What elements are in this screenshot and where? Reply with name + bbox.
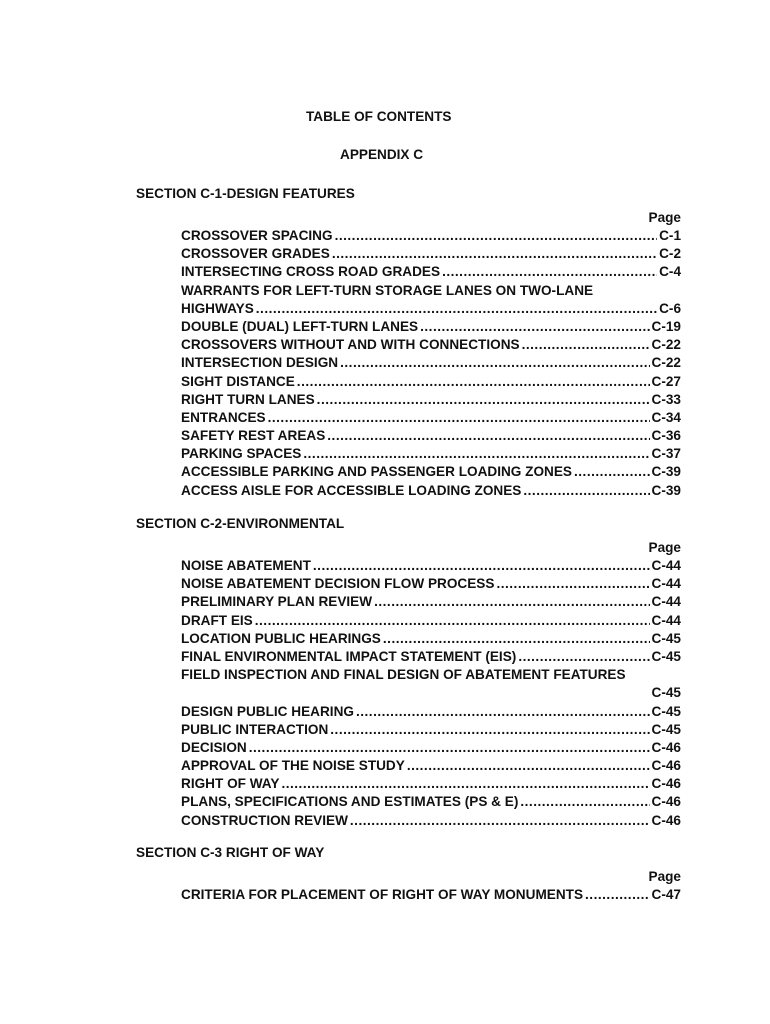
dot-leader [374,593,649,611]
document-title: TABLE OF CONTENTS [306,109,452,124]
toc-entry[interactable] [181,612,681,630]
toc-entry-label: NOISE ABATEMENT [181,558,311,573]
toc-entry[interactable] [181,648,681,666]
toc-entry[interactable] [181,409,681,427]
toc-entry-label: HIGHWAYS [181,300,254,316]
toc-entry[interactable] [181,593,681,611]
dot-leader [442,263,657,281]
toc-entry[interactable] [181,463,681,481]
toc-entry[interactable] [181,300,681,318]
toc-entry-label: LOCATION PUBLIC HEARINGS [181,630,381,646]
toc-entry-page: C-44 [651,558,681,573]
page-column-label: Page [648,869,681,884]
dot-leader [585,886,650,904]
toc-entry-label: ENTRANCES [181,409,266,425]
toc-entry[interactable] [181,703,681,721]
toc-entry-page: C-46 [651,739,681,755]
toc-entry-page: C-45 [651,685,681,701]
toc-entry-label: RIGHT TURN LANES [181,391,315,407]
toc-entry[interactable] [181,391,681,409]
toc-entry-label: PUBLIC INTERACTION [181,721,329,737]
toc-entry[interactable] [181,245,681,263]
toc-entry[interactable] [181,739,681,757]
toc-entry-page: C-45 [651,630,681,646]
toc-entry[interactable] [181,793,681,811]
toc-entry[interactable] [181,336,681,354]
dot-leader [313,557,650,575]
page-column-label: Page [648,210,681,225]
toc-entry-page: C-4 [659,264,681,280]
toc-entry-page: C-45 [651,721,681,737]
toc-entry[interactable] [181,812,681,830]
toc-entry-label: CRITERIA FOR PLACEMENT OF RIGHT OF WAY MONUMENTS [181,887,584,902]
toc-entry[interactable] [181,886,681,904]
dot-leader [340,354,649,372]
toc-entry[interactable] [181,721,681,739]
toc-entry-label: ACCESSIBLE PARKING AND PASSENGER LOADING ZONES [181,464,572,480]
toc-entry-page: C-46 [651,812,681,828]
toc-entry-page: C-45 [651,648,681,664]
toc-entry-page: C-19 [651,318,681,334]
toc-entry[interactable] [181,575,681,593]
dot-leader [268,409,650,427]
page-column-label: Page [648,540,681,555]
toc-entry[interactable] [181,318,681,336]
toc-entry-page: C-44 [651,612,681,628]
dot-leader [256,300,657,318]
dot-leader [332,245,657,263]
toc-entry[interactable] [181,630,681,648]
section-design-features [136,185,681,500]
document-subtitle: APPENDIX C [340,147,424,162]
toc-entry-page: C-44 [651,576,681,592]
toc-entry-label: ACCESS AISLE FOR ACCESSIBLE LOADING ZONES [181,482,522,498]
toc-entry-label: WARRANTS FOR LEFT-TURN STORAGE LANES ON TWO-LANE [181,282,594,298]
dot-leader [523,482,649,500]
toc-entry-page: C-36 [651,428,681,444]
toc-entry-page: C-47 [651,887,681,902]
toc-entry-label: SIGHT DISTANCE [181,373,295,389]
section-right-of-way [136,844,681,904]
toc-entry[interactable] [181,354,681,372]
dot-leader [574,463,650,481]
toc-entry-page: C-1 [659,228,681,243]
toc-entry[interactable] [181,373,681,391]
toc-entry-label: CROSSOVERS WITHOUT AND WITH CONNECTIONS [181,337,520,353]
section-heading: SECTION C-3 RIGHT OF WAY [136,845,325,860]
toc-entry[interactable] [181,482,681,500]
toc-entry-label: INTERSECTING CROSS ROAD GRADES [181,264,441,280]
dot-leader [255,612,650,630]
toc-entry-label: DOUBLE (DUAL) LEFT-TURN LANES [181,318,419,334]
toc-entry-page: C-33 [651,391,681,407]
section-environmental [136,515,681,830]
toc-entry-list [181,557,681,830]
dot-leader [249,739,650,757]
toc-entry-label: NOISE ABATEMENT DECISION FLOW PROCESS [181,576,495,592]
toc-entry-label: DRAFT EIS [181,612,253,628]
toc-entry-page: C-27 [651,373,681,389]
toc-entry-list [181,227,681,500]
toc-entry-label: PARKING SPACES [181,446,302,462]
toc-entry-label: DESIGN PUBLIC HEARING [181,703,354,719]
dot-leader [522,336,650,354]
section-heading: SECTION C-2-ENVIRONMENTAL [136,516,345,531]
toc-entry-page: C-22 [651,355,681,371]
toc-entry-label: CROSSOVER SPACING [181,228,333,243]
dot-leader [330,721,649,739]
dot-leader [518,648,649,666]
toc-entry-label: SAFETY REST AREAS [181,428,326,444]
toc-entry-page: C-45 [651,703,681,719]
section-heading: SECTION C-1-DESIGN FEATURES [136,186,355,201]
dot-leader [356,703,650,721]
dot-leader [420,318,649,336]
toc-entry[interactable] [181,775,681,793]
toc-entry[interactable] [181,445,681,463]
toc-entry-page: C-39 [651,482,681,498]
toc-entry-page: C-37 [651,446,681,462]
toc-entry[interactable] [181,263,681,281]
toc-entry-label: DECISION [181,739,247,755]
toc-entry-label: INTERSECTION DESIGN [181,355,339,371]
dot-leader [350,812,650,830]
dot-leader [297,373,650,391]
toc-entry-label: FINAL ENVIRONMENTAL IMPACT STATEMENT (EIS) [181,648,517,664]
toc-entry-label: PRELIMINARY PLAN REVIEW [181,594,373,610]
toc-entry-list [181,886,681,904]
toc-entry-label: PLANS, SPECIFICATIONS AND ESTIMATES (PS & E) [181,794,519,810]
dot-leader [383,630,650,648]
toc-entry-page: C-46 [651,776,681,792]
toc-entry[interactable] [181,757,681,775]
dot-leader [496,575,649,593]
toc-entry[interactable] [181,227,681,245]
dot-leader [520,793,649,811]
toc-entry-label: CONSTRUCTION REVIEW [181,812,348,828]
toc-entry-page: C-46 [651,794,681,810]
toc-entry-label: RIGHT OF WAY [181,776,280,792]
toc-entry-label: APPROVAL OF THE NOISE STUDY [181,758,405,774]
toc-entry-page: C-44 [651,594,681,610]
toc-entry-page: C-2 [659,246,681,262]
toc-entry-page: C-39 [651,464,681,480]
dot-leader [317,391,650,409]
dot-leader [327,427,649,445]
dot-leader [407,757,650,775]
toc-entry-page: C-34 [651,409,681,425]
toc-entry-page: C-46 [651,758,681,774]
toc-entry[interactable] [181,557,681,575]
dot-leader [303,445,649,463]
toc-entry-page: C-22 [651,337,681,353]
dot-leader [281,775,649,793]
toc-entry-label: CROSSOVER GRADES [181,246,330,262]
toc-entry-page: C-6 [659,300,681,316]
toc-entry[interactable] [181,427,681,445]
dot-leader [335,227,658,245]
toc-entry-label[interactable]: FIELD INSPECTION AND FINAL DESIGN OF ABATEMENT FEATURES [181,667,626,683]
